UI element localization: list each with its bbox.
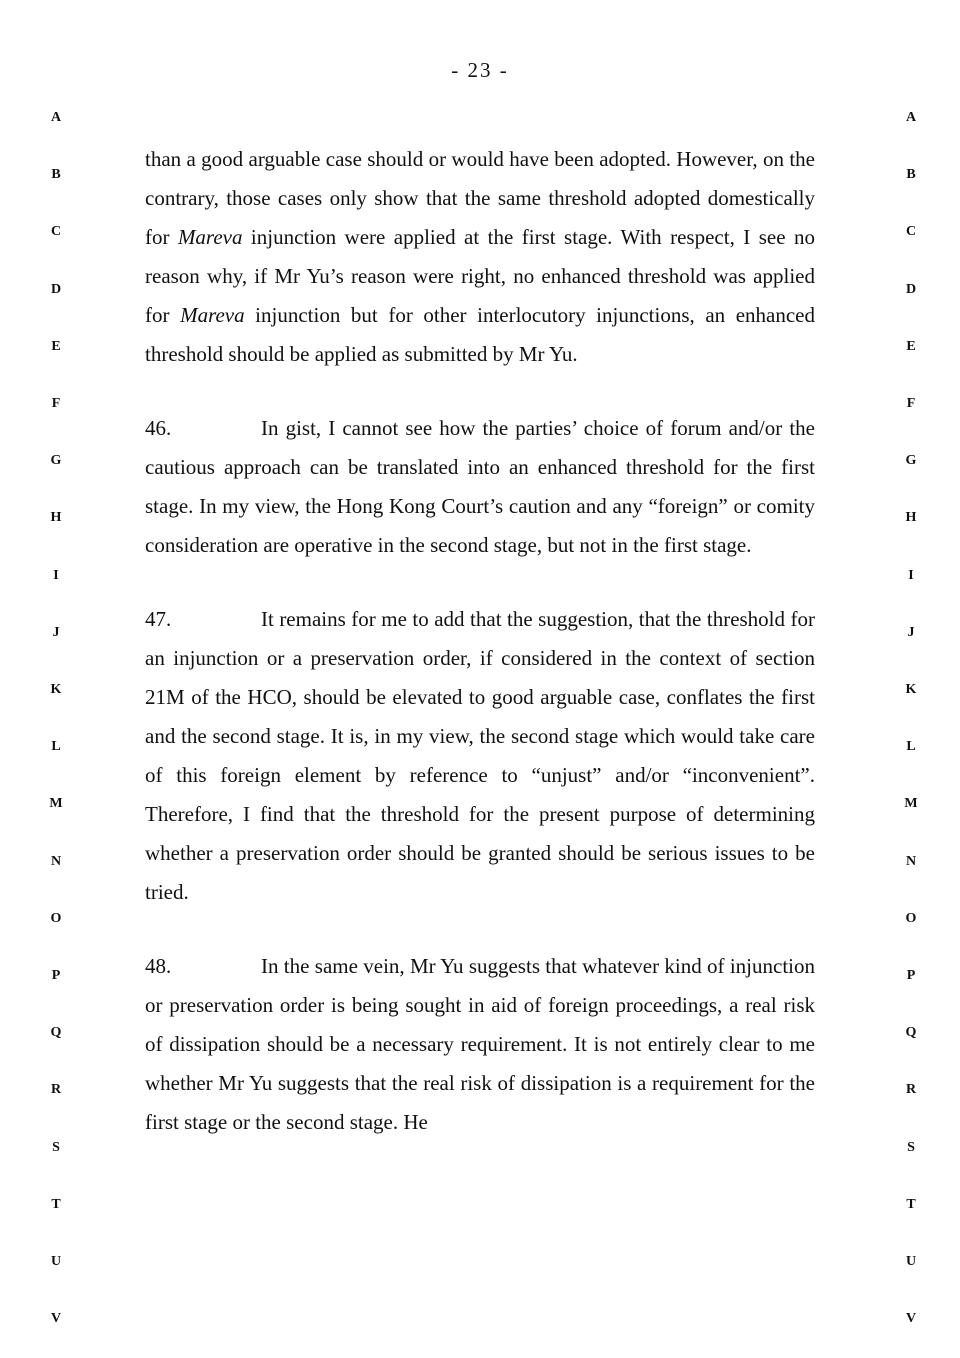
left-margin-letter-s: S: [52, 1139, 60, 1155]
left-margin-letter-d: D: [50, 281, 62, 297]
left-margin-letter-g: G: [50, 453, 62, 469]
right-margin-letter-i: I: [908, 567, 914, 583]
right-margin-letter-c: C: [905, 224, 917, 240]
italic-case-name: Mareva: [180, 303, 245, 327]
left-margin-letter-r: R: [50, 1082, 62, 1098]
paragraph-48: [145, 947, 815, 1142]
right-margin-letter-t: T: [906, 1196, 916, 1212]
page-number: - 23 -: [451, 58, 509, 82]
left-margin-letter-t: T: [51, 1196, 61, 1212]
left-margin-letter-k: K: [50, 682, 62, 697]
right-margin-letter-b: B: [906, 167, 916, 183]
paragraph-number: 48.: [145, 954, 172, 978]
right-margin-letter-r: R: [905, 1082, 917, 1098]
right-margin-letter-h: H: [905, 510, 917, 526]
paragraph-47: [145, 600, 815, 912]
left-margin-letter-a: A: [50, 110, 62, 125]
paragraph-continuation: [145, 140, 815, 374]
right-margin-letter-d: D: [905, 281, 917, 297]
right-margin-letter-s: S: [907, 1139, 915, 1155]
right-margin-letter-p: P: [906, 968, 916, 983]
left-margin-letter-p: P: [51, 968, 61, 983]
right-margin-letter-k: K: [905, 682, 917, 697]
right-margin-letter-l: L: [906, 739, 916, 755]
left-margin-letter-j: J: [52, 624, 60, 640]
paragraph-text: It remains for me to add that the suggestion, that the threshold for an injunction or a preservation order, if considered in the context of section 21M of the HCO, should be elevated to good arguable case, conflates the first and the second stage. It is, in my view, the second stage which would take care of this foreign element by reference to “unjust” and/or “inconvenient”. Therefore, I find that the threshold for the present purpose of determining whether a preservation order should be granted should be serious issues to be tried.: [145, 607, 815, 904]
left-margin-letter-o: O: [50, 910, 62, 926]
right-margin-letter-o: O: [905, 910, 917, 926]
left-margin-letter-b: B: [51, 167, 61, 183]
paragraph-text: In gist, I cannot see how the parties’ choice of forum and/or the cautious approach can be translated into an enhanced threshold for the first stage. In my view, the Hong Kong Court’s caution and any “foreign” or comity consideration are operative in the second stage, but not in the first stage.: [145, 416, 815, 557]
left-margin-letter-e: E: [51, 338, 61, 354]
right-margin-letter-a: A: [905, 110, 917, 125]
right-margin-letter-j: J: [907, 624, 915, 640]
left-margin-letter-u: U: [50, 1254, 62, 1269]
right-margin-letter-f: F: [906, 396, 916, 411]
right-margin-letter-e: E: [906, 338, 916, 354]
left-margin-letter-l: L: [51, 739, 61, 755]
paragraph-text: than a good arguable case should or would have been adopted. However, on the contrary, those cases only show that the same threshold adopted domestically for: [145, 147, 815, 249]
right-margin-letter-q: Q: [905, 1025, 917, 1041]
paragraph-number: 46.: [145, 416, 172, 440]
judgment-body: [145, 140, 815, 1142]
right-margin-letter-n: N: [905, 853, 917, 869]
right-margin-letter-v: V: [905, 1311, 917, 1327]
right-margin-letter-u: U: [905, 1254, 917, 1269]
right-margin-letter-m: M: [904, 796, 918, 812]
paragraph-text: In the same vein, Mr Yu suggests that whatever kind of injunction or preservation order is being sought in aid of foreign proceedings, a real risk of dissipation should be a necessary requirement. It is not entirely clear to me whether Mr Yu suggests that the real risk of dissipation is a requirement for the first stage or the second stage. He: [145, 954, 815, 1134]
paragraph-number: 47.: [145, 607, 172, 631]
left-margin-letter-v: V: [50, 1311, 62, 1327]
paragraph-46: [145, 409, 815, 565]
left-margin-letter-i: I: [53, 567, 59, 583]
left-margin-letter-f: F: [51, 396, 61, 411]
left-margin-letter-h: H: [50, 510, 62, 526]
left-margin-letter-n: N: [50, 853, 62, 869]
left-margin-letter-c: C: [50, 224, 62, 240]
left-margin-letter-m: M: [49, 796, 63, 812]
paragraph-text: injunction but for other interlocutory injunctions, an enhanced threshold should be applied as submitted by Mr Yu.: [145, 303, 815, 366]
right-margin-letter-g: G: [905, 453, 917, 469]
paragraph-text: injunction were applied at the first stage. With respect, I see no reason why, if Mr Yu’s reason were right, no enhanced threshold was applied for: [145, 225, 815, 327]
left-margin-letter-q: Q: [50, 1025, 62, 1041]
italic-case-name: Mareva: [177, 225, 243, 249]
